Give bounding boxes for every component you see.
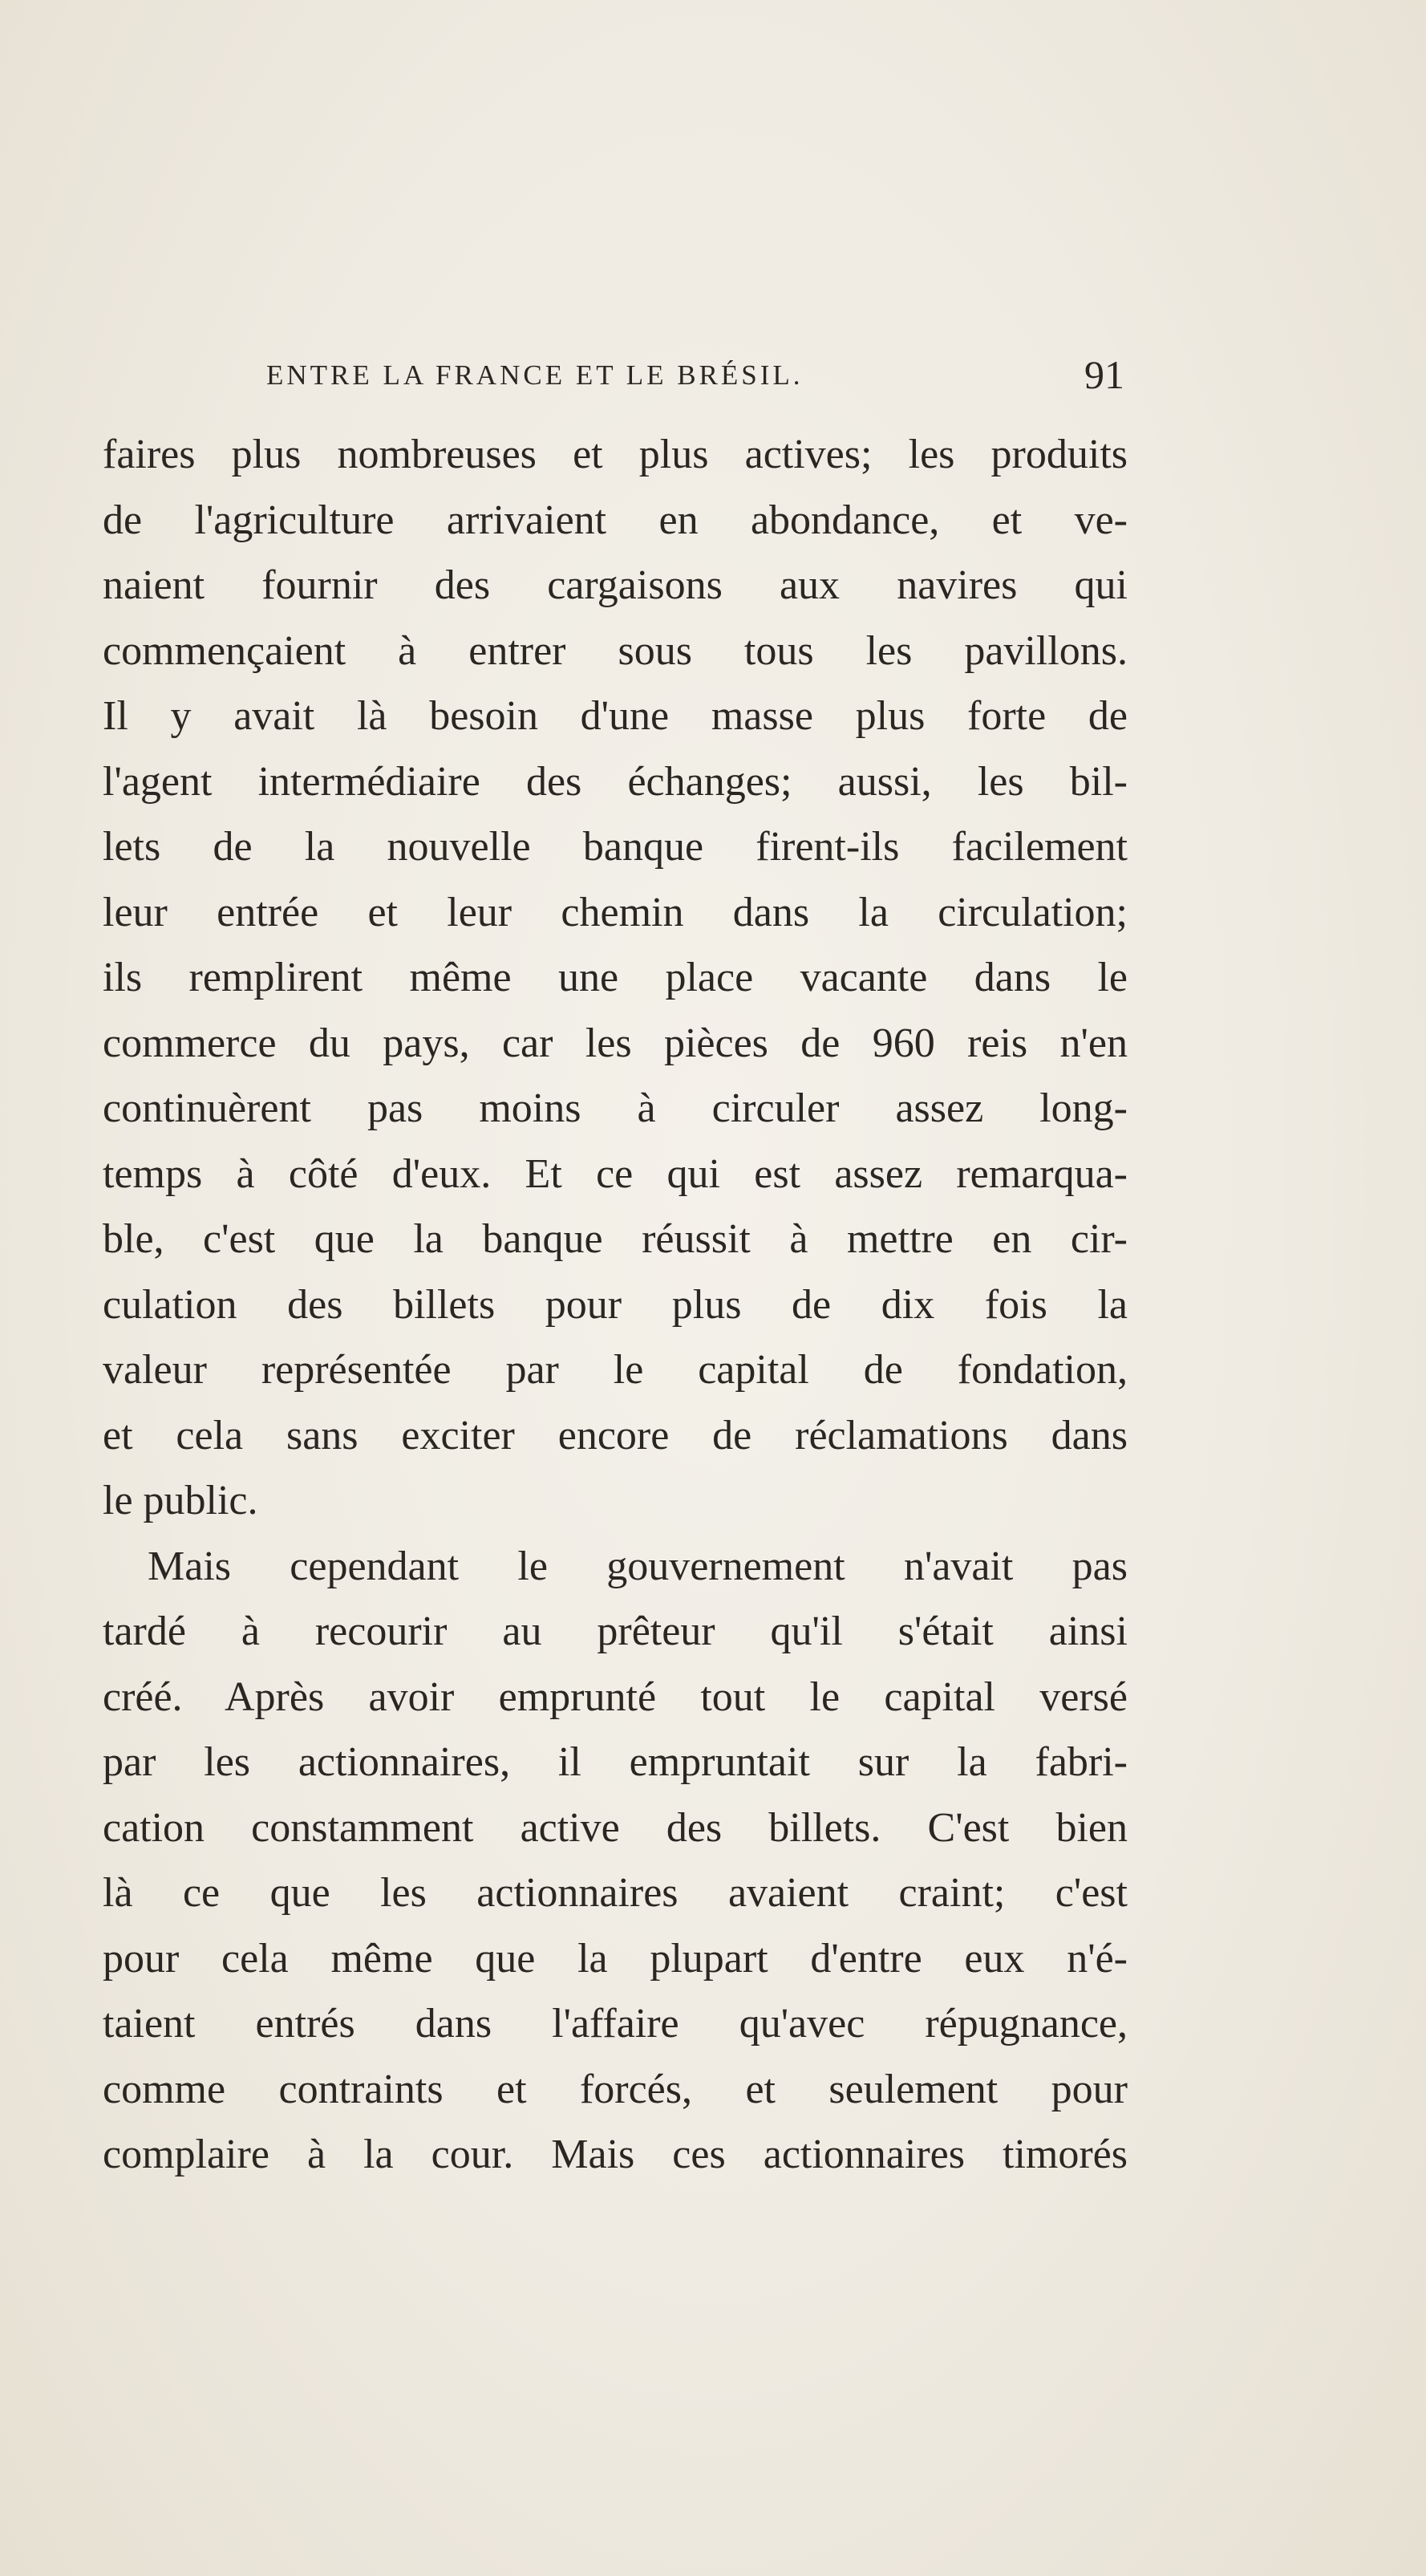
paragraph-start-line: Mais cependant le gouvernement n'avait pas: [148, 1543, 1128, 1589]
text-line: faires plus nombreuses et plus actives; les produits: [103, 432, 1128, 477]
text-line: commerce du pays, car les pièces de 960 reis n'en: [103, 1020, 1128, 1066]
text-line: commençaient à entrer sous tous les pavillons.: [103, 627, 1128, 674]
text-line: lets de la nouvelle banque firent-ils facilement: [103, 824, 1128, 870]
text-line: créé. Après avoir emprunté tout le capital versé: [103, 1673, 1128, 1720]
text-line: leur entrée et leur chemin dans la circulation;: [103, 889, 1128, 935]
text-line: tardé à recourir au prêteur qu'il s'était ainsi: [103, 1608, 1128, 1654]
text-line: l'agent intermédiaire des échanges; aussi, les bil-: [103, 758, 1128, 805]
text-line: là ce que les actionnaires avaient craint; c'est: [103, 1870, 1128, 1916]
body-text: [103, 422, 1128, 2188]
text-line: pour cela même que la plupart d'entre eux n'é-: [103, 1935, 1128, 1982]
text-line: naient fournir des cargaisons aux navires qui: [103, 562, 1128, 608]
text-line: cation constamment active des billets. C'est bien: [103, 1804, 1128, 1851]
text-line: de l'agriculture arrivaient en abondance, et ve-: [103, 497, 1128, 543]
text-line: complaire à la cour. Mais ces actionnaires timorés: [103, 2132, 1128, 2177]
running-head: [266, 351, 1124, 400]
text-line: par les actionnaires, il empruntait sur la fabri-: [103, 1739, 1128, 1785]
text-line: Il y avait là besoin d'une masse plus forte de: [103, 693, 1128, 739]
text-line: continuèrent pas moins à circuler assez long-: [103, 1085, 1128, 1131]
text-line: culation des billets pour plus de dix fois la: [103, 1281, 1128, 1328]
text-line: ils remplirent même une place vacante dans le: [103, 955, 1128, 1000]
paragraph-end-line: le public.: [103, 1478, 258, 1523]
text-line: taient entrés dans l'affaire qu'avec répugnance,: [103, 2001, 1128, 2047]
text-line: temps à côté d'eux. Et ce qui est assez remarqua-: [103, 1150, 1128, 1197]
page-number: 91: [1084, 352, 1124, 397]
text-line: ble, c'est que la banque réussit à mettre en cir-: [103, 1216, 1128, 1262]
text-line: valeur représentée par le capital de fondation,: [103, 1347, 1128, 1393]
running-title: ENTRE LA FRANCE ET LE BRÉSIL.: [266, 359, 804, 391]
text-line: comme contraints et forcés, et seulement pour: [103, 2066, 1128, 2112]
text-line: et cela sans exciter encore de réclamations dans: [103, 1412, 1128, 1458]
